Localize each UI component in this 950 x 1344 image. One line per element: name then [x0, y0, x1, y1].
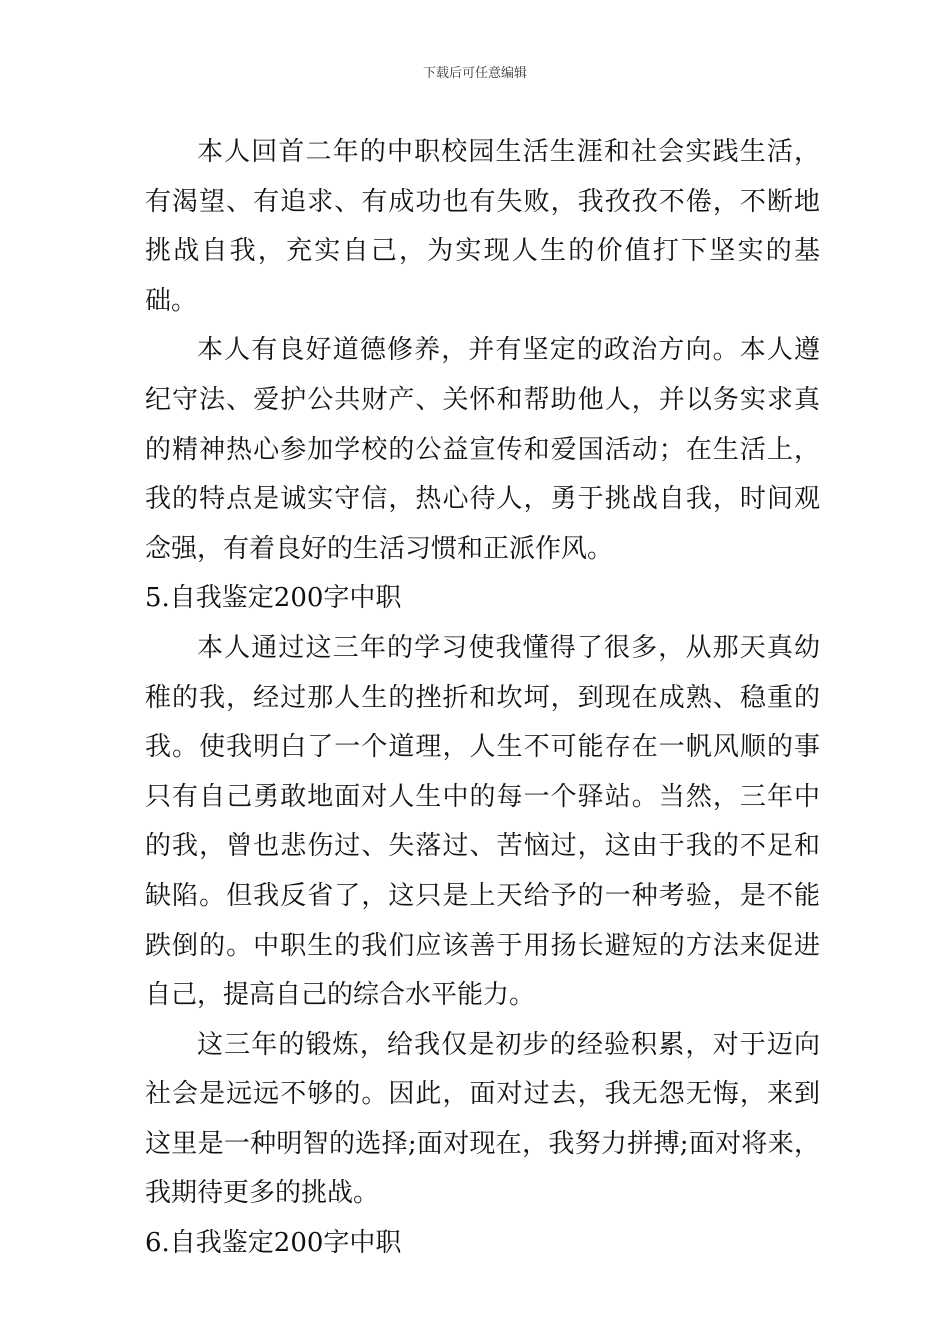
paragraph-2: 本人有良好道德修养，并有坚定的政治方向。本人遵纪守法、爱护公共财产、关怀和帮助他人，并以务实求真的精神热心参加学校的公益宣传和爱国活动；在生活上，我的特点是诚实守信，热心待人，勇于挑战自我，时间观念强，有着良好的生活习惯和正派作风。 — [145, 335, 820, 564]
document-body — [145, 128, 820, 1269]
paragraph-3: 本人通过这三年的学习使我懂得了很多，从那天真幼稚的我，经过那人生的挫折和坎坷，到现在成熟、稳重的我。使我明白了一个道理，人生不可能存在一帆风顺的事只有自己勇敢地面对人生中的每一个驿站。当然，三年中的我，曾也悲伤过、失落过、苦恼过，这由于我的不足和缺陷。但我反省了，这只是上天给予的一种考验，是不能跌倒的。中职生的我们应该善于用扬长避短的方法来促进自己，提高自己的综合水平能力。 — [145, 632, 820, 1011]
page-header: 下载后可任意编辑 — [422, 66, 527, 81]
paragraph-4: 这三年的锻炼，给我仅是初步的经验积累，对于迈向社会是远远不够的。因此，面对过去，我无怨无悔，来到这里是一种明智的选择;面对现在，我努力拼搏;面对将来，我期待更多的挑战。 — [145, 1029, 820, 1209]
paragraph-1: 本人回首二年的中职校园生活生涯和社会实践生活，有渴望、有追求、有成功也有失败，我孜孜不倦，不断地挑战自我，充实自己，为实现人生的价值打下坚实的基础。 — [145, 137, 820, 316]
section-heading-5: 5.自我鉴定200字中职 — [145, 583, 402, 614]
section-heading-6: 6.自我鉴定200字中职 — [145, 1228, 402, 1259]
